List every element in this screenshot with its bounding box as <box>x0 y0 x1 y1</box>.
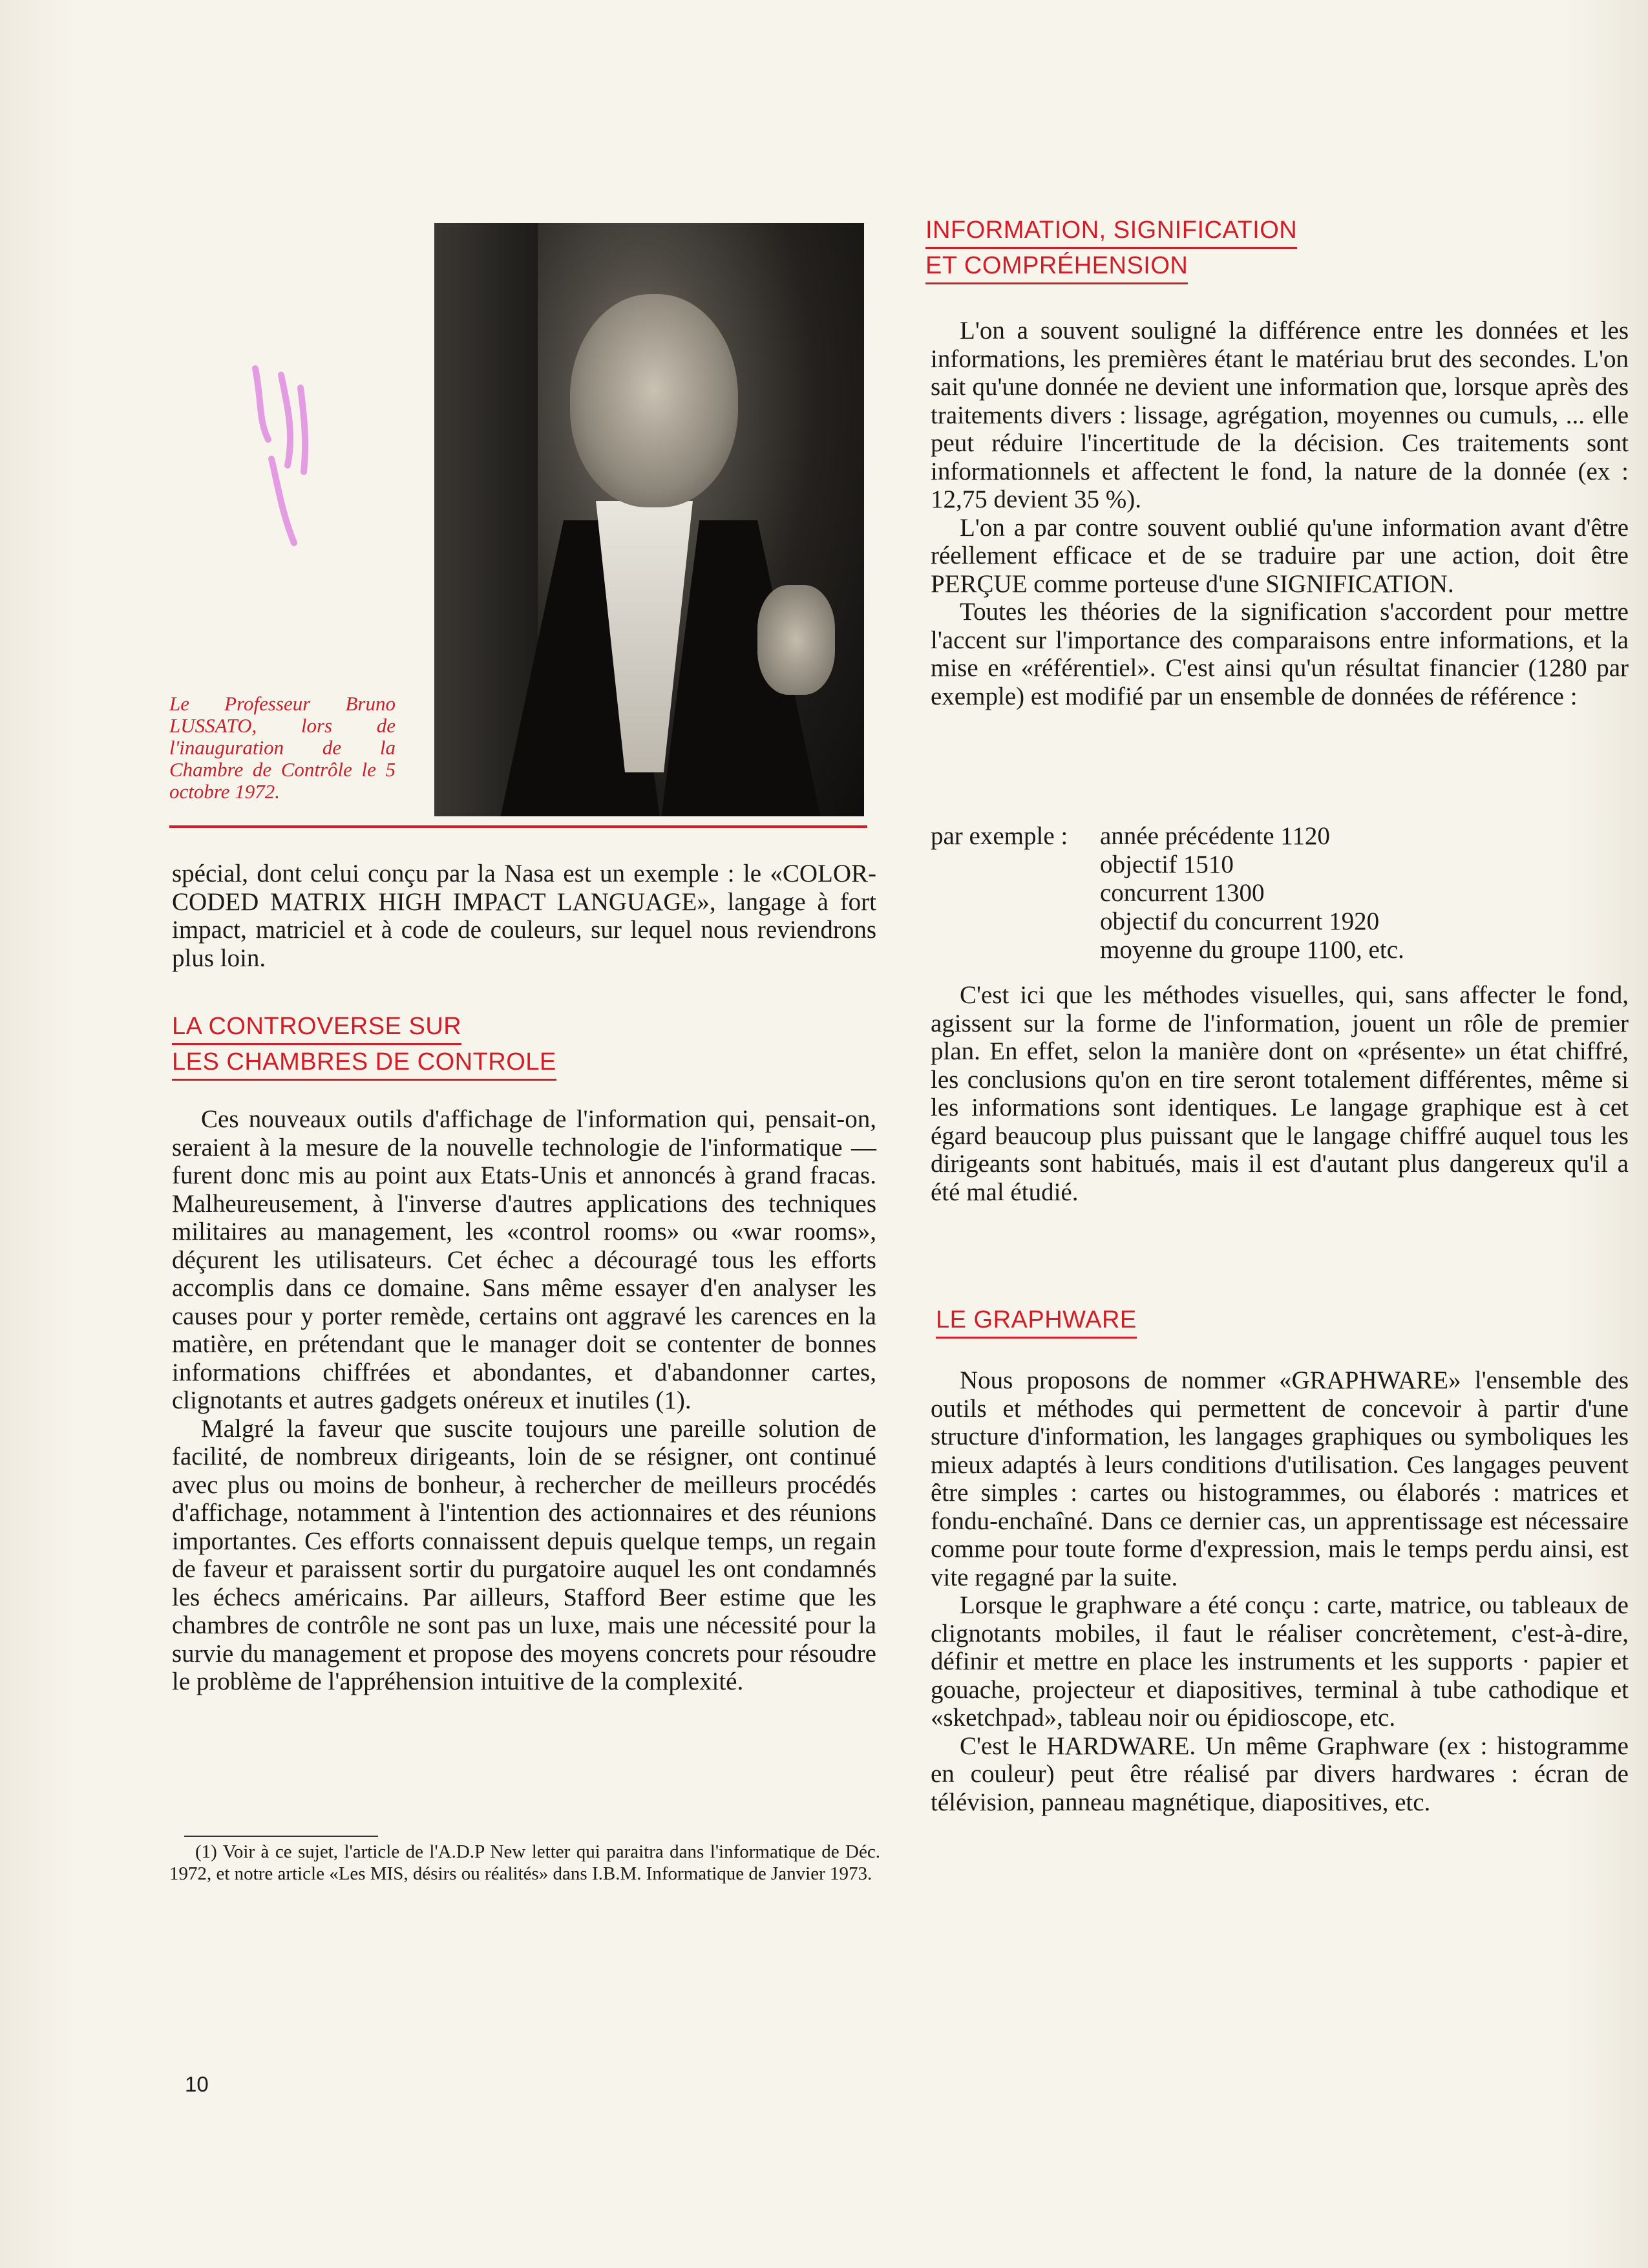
heading-graphware-text: LE GRAPHWARE <box>936 1303 1137 1339</box>
ink-stamp-mark <box>242 362 339 556</box>
page-number: 10 <box>185 2072 209 2096</box>
example-list <box>931 822 1629 964</box>
example-item: objectif du concurrent 1920 <box>1100 907 1380 935</box>
left-intro-paragraph <box>172 860 876 972</box>
right-paragraph-3: Toutes les théories de la signification s'accordent pour mettre l'accent sur l'importance des comparaisons entre informations, et la mise en «référentiel». C'est ainsi qu'un résultat financier (1280 par exemple) est modifié par un ensemble de données de référence : <box>931 598 1629 710</box>
heading-graphware <box>936 1303 1137 1339</box>
example-item: année précédente 1120 <box>1100 822 1330 850</box>
graphware-paragraph-1: Nous proposons de nommer «GRAPHWARE» l'ensemble des outils et méthodes qui permettent de concevoir à partir d'une structure d'information, les langages graphiques ou symboliques les mieux adaptés à leurs conditions d'utilisation. Ces langages peuvent être simples : cartes ou histogrammes, ou élaborés : matrices et fondu-enchaîné. Dans ce dernier cas, un apprentissage est nécessaire comme pour toute forme d'expression, mais le temps perdu ainsi, est vite regagné par la suite. <box>931 1366 1629 1591</box>
heading-controverse <box>172 1010 556 1081</box>
heading-information-line2: ET COMPRÉHENSION <box>925 249 1188 284</box>
footnote-divider <box>184 1836 378 1837</box>
right-paragraph-2: L'on a par contre souvent oublié qu'une information avant d'être réellement efficace et de se traduire par une action, doit être PERÇUE comme porteuse d'une SIGNIFICATION. <box>931 513 1629 598</box>
right-section1 <box>931 317 1629 710</box>
caption-divider <box>169 825 867 828</box>
heading-information-line1: INFORMATION, SIGNIFICATION <box>925 213 1297 249</box>
example-item: moyenne du groupe 1100, etc. <box>1100 936 1404 964</box>
example-item: concurrent 1300 <box>1100 879 1265 907</box>
graphware-paragraph-2: Lorsque le graphware a été conçu : carte, matrice, ou tableaux de clignotants mobiles, il faut le réaliser concrètement, c'est-à-dire, définir et mettre en place les instruments et les supports · papier et gouache, projecteur et diapositives, terminal à tube cathodique et «sketchpad», tableau noir ou épidioscope, etc. <box>931 1591 1629 1732</box>
left-paragraph-2: Malgré la faveur que suscite toujours une pareille solution de facilité, de nombreux dirigeants, loin de se résigner, ont continué avec plus ou moins de bonheur, à rechercher de meilleurs procédés d'affichage, notamment à l'intention des actionnaires et des réunions importantes. Ces efforts connaissent depuis quelque temps, un regain de faveur et paraissent sortir du purgatoire auquel les ont condamnés les échecs américains. Par ailleurs, Stafford Beer estime que les chambres de contrôle ne sont pas un luxe, mais une nécessité pour la survie du management et propose des moyens concrets pour résoudre le problème de l'appréhension intuitive de la complexité. <box>172 1414 876 1695</box>
heading-controverse-line1: LA CONTROVERSE SUR <box>172 1010 461 1045</box>
portrait-photo <box>434 223 864 816</box>
footnote: (1) Voir à ce sujet, l'article de l'A.D.P New letter qui paraitra dans l'informatique de Déc. 1972, et notre article «Les MIS, désirs ou réalités» dans I.B.M. Informatique de Janvier 1973. <box>169 1841 880 1884</box>
example-item: objectif 1510 <box>1100 851 1234 878</box>
example-label: par exemple : <box>931 822 1068 850</box>
photo-caption: Le Professeur Bruno LUSSATO, lors de l'inauguration de la Chambre de Contrôle le 5 octobre 1972. <box>169 692 396 803</box>
heading-controverse-line2: LES CHAMBRES DE CONTROLE <box>172 1045 556 1081</box>
left-paragraph-1: Ces nouveaux outils d'affichage de l'information qui, pensait-on, seraient à la mesure de la nouvelle technologie de l'informatique — furent donc mis au point aux Etats-Unis et annoncés à grand fracas. Malheureusement, à l'inverse d'autres applications des techniques militaires au management, les «control rooms» ou «war rooms», déçurent les utilisateurs. Cet échec a découragé tous les efforts accomplis dans ce domaine. Sans même essayer d'en analyser les causes pour y porter remède, certains ont aggravé les carences en la matière, en prétendant que le manager doit se contenter de bonnes informations chiffrées et abondantes, et d'abandonner cartes, clignotants et autres gadgets onéreux et inutiles (1). <box>172 1105 876 1414</box>
graphware-paragraph-3: C'est le HARDWARE. Un même Graphware (ex : histogramme en couleur) peut être réalisé par divers hardwares : écran de télévision, panneau magnétique, diapositives, etc. <box>931 1732 1629 1816</box>
right-closing-paragraph: C'est ici que les méthodes visuelles, qui, sans affecter le fond, agissent sur la forme de l'information, jouent un rôle de premier plan. En effet, selon la manière dont on «présente» un état chiffré, les conclusions qu'on en tire seront totalement différentes, même si les informations sont identiques. Le langage graphique est à cet égard beaucoup plus puissant que le langage chiffré auquel tous les dirigeants sont habitués, mais il est d'autant plus dangereux qu'il a été mal étudié. <box>931 981 1629 1206</box>
heading-information <box>925 213 1297 284</box>
right-paragraph-1: L'on a souvent souligné la différence entre les données et les informations, les premières étant le matériau brut des secondes. L'on sait qu'une donnée ne devient une information que, lorsque après des traitements divers : lissage, agrégation, moyennes ou cumuls, ... elle peut réduire l'incertitude de la décision. Ces traitements sont informationnels et affectent le fond, la nature de la donnée (ex : 12,75 devient 35 %). <box>931 317 1629 513</box>
right-section2 <box>931 1366 1629 1816</box>
right-closing <box>931 981 1629 1206</box>
left-body <box>172 1105 876 1696</box>
intro-text: spécial, dont celui conçu par la Nasa est un exemple : le «COLOR-CODED MATRIX HIGH IMPACT LANGUAGE», langage à fort impact, matriciel et à code de couleurs, sur lequel nous reviendrons plus loin. <box>172 860 876 972</box>
